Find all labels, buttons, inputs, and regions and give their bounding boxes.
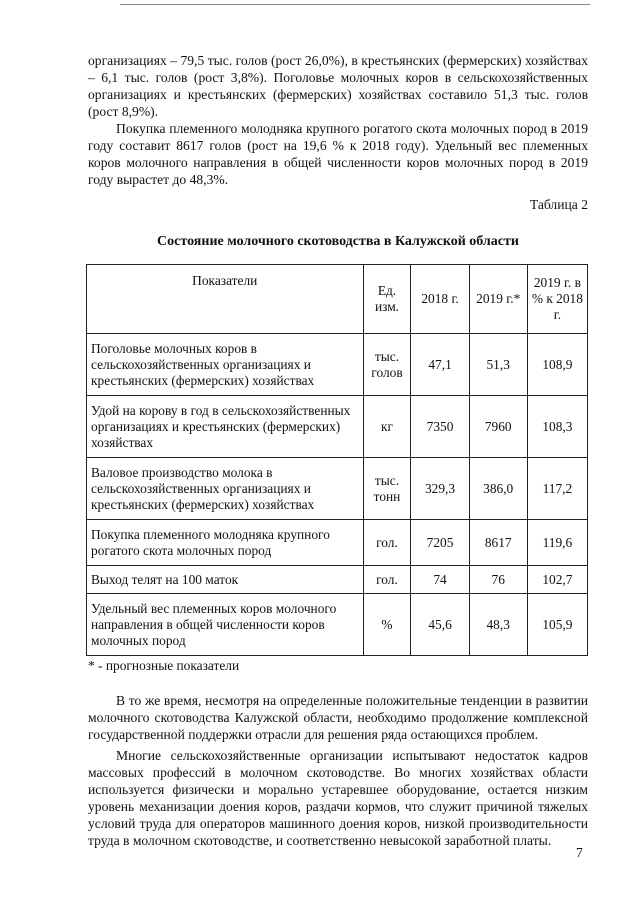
header-percent: 2019 г. в % к 2018 г. [527, 265, 587, 334]
row-2019: 48,3 [469, 594, 527, 656]
scan-top-edge [120, 4, 590, 5]
table-row [87, 566, 588, 594]
row-percent: 102,7 [527, 566, 587, 594]
row-unit: тыс. тонн [363, 458, 411, 520]
table-row [87, 458, 588, 520]
row-2018: 7205 [411, 520, 469, 566]
document-body [88, 52, 588, 849]
paragraph-continuation: организациях – 79,5 тыс. голов (рост 26,0%), в крестьянских (фермерских) хозяйствах – 6,1 тыс. голов (рост 3,8%). Поголовье молочных коров в сельскохозяйственных организациях и крестьянских (фермерских) хозяйствах составило 51,3 тыс. голов (рост 8,9%). [88, 53, 588, 119]
table-row [87, 520, 588, 566]
table-footnote: * - прогнозные показатели [88, 658, 240, 673]
header-unit: Ед. изм. [363, 265, 411, 334]
row-2019: 8617 [469, 520, 527, 566]
row-indicator: Удой на корову в год в сельскохозяйственных организациях и крестьянских (фермерских) хозяйствах [87, 396, 364, 458]
row-indicator: Поголовье молочных коров в сельскохозяйственных организациях и крестьянских (фермерских) хозяйствах [87, 334, 364, 396]
row-unit: гол. [363, 520, 411, 566]
row-indicator: Удельный вес племенных коров молочного направления в общей численности коров молочных пород [87, 594, 364, 656]
row-2018: 45,6 [411, 594, 469, 656]
row-2019: 386,0 [469, 458, 527, 520]
row-percent: 108,3 [527, 396, 587, 458]
row-percent: 108,9 [527, 334, 587, 396]
page-number: 7 [576, 845, 583, 860]
row-unit: % [363, 594, 411, 656]
paragraph-support: В то же время, несмотря на определенные положительные тенденции в развитии молочного скотоводства Калужской области, необходимо продолжение комплексной государственной поддержки отрасли для решения ряда остающихся проблем. [88, 693, 588, 742]
row-2019: 76 [469, 566, 527, 594]
row-indicator: Валовое производство молока в сельскохозяйственных организациях и крестьянских (фермерских) хозяйствах [87, 458, 364, 520]
header-indicator: Показатели [87, 265, 364, 334]
row-2018: 7350 [411, 396, 469, 458]
paragraph-staffing: Многие сельскохозяйственные организации испытывают недостаток кадров массовых профессий в молочном скотоводстве. Во многих хозяйствах области используется физически и морально устаревшее оборудование, остается низким уровень механизации доения коров, раздачи кормов, что служит причиной тяжелых условий труда для операторов машинного доения коров, низкой производительности труда в молочном скотоводстве, и соответственно невысокой заработной платы. [88, 748, 588, 848]
header-2018: 2018 г. [411, 265, 469, 334]
row-2019: 51,3 [469, 334, 527, 396]
row-2018: 47,1 [411, 334, 469, 396]
row-unit: кг [363, 396, 411, 458]
table-title: Состояние молочного скотоводства в Калужской области [157, 234, 519, 249]
row-percent: 117,2 [527, 458, 587, 520]
row-unit: тыс. голов [363, 334, 411, 396]
paragraph-breeding-stock: Покупка племенного молодняка крупного рогатого скота молочных пород в 2019 году составит 8617 голов (рост на 19,6 % к 2018 году). Удельный вес племенных коров молочного направления в общей численности коров молочных пород в 2019 году вырастет до 48,3%. [88, 121, 588, 187]
row-2018: 329,3 [411, 458, 469, 520]
table-row [87, 594, 588, 656]
row-percent: 119,6 [527, 520, 587, 566]
dairy-table [86, 264, 588, 656]
row-2018: 74 [411, 566, 469, 594]
row-2019: 7960 [469, 396, 527, 458]
row-indicator: Выход телят на 100 маток [87, 566, 364, 594]
row-unit: гол. [363, 566, 411, 594]
header-2019: 2019 г.* [469, 265, 527, 334]
table-row [87, 334, 588, 396]
table-label: Таблица 2 [529, 197, 588, 212]
table-row [87, 396, 588, 458]
row-indicator: Покупка племенного молодняка крупного рогатого скота молочных пород [87, 520, 364, 566]
table-header-row [87, 265, 588, 334]
row-percent: 105,9 [527, 594, 587, 656]
